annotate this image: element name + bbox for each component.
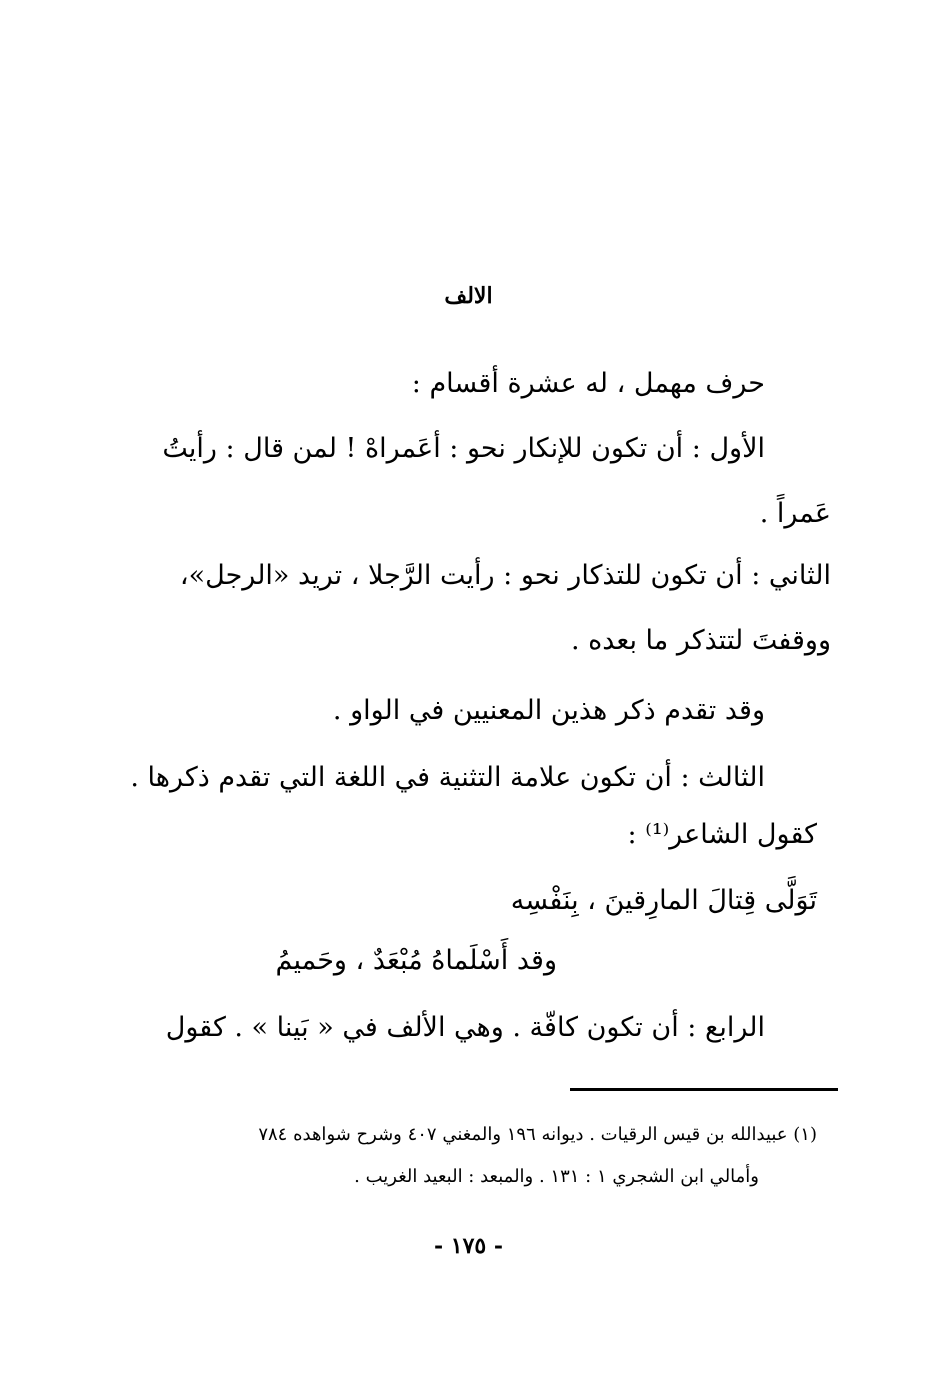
- paragraph-second-section-continued: ووقفتَ لتتذكر ما بعده .: [570, 625, 831, 656]
- page-title: الالف: [444, 283, 493, 309]
- paragraph-third-section: الثالث : أن تكون علامة التثنية في اللغة التي تقدم ذكرها .: [130, 762, 765, 793]
- paragraph-poet-intro: كقول الشاعر⁽¹⁾ :: [627, 819, 817, 850]
- footnote-line-1: (١) عبيدالله بن قيس الرقيات . ديوانه ١٩٦ والمغني ٤٠٧ وشرح شواهده ٧٨٤: [258, 1124, 817, 1145]
- verse-second-hemistich: وقد أَسْلَماهُ مُبْعَدٌ ، وحَميمُ: [275, 945, 557, 976]
- paragraph-first-section-continued: عَمراً .: [759, 498, 831, 529]
- footnote-divider: [570, 1088, 838, 1091]
- verse-first-hemistich: تَوَلَّى قِتالَ المارِقينَ ، بِنَفْسِه: [510, 885, 817, 916]
- paragraph-note: وقد تقدم ذكر هذين المعنيين في الواو .: [332, 695, 765, 726]
- footnote-line-2: وأمالي ابن الشجري ١ : ١٣١ . والمبعد : البعيد الغريب .: [354, 1166, 759, 1187]
- paragraph-fourth-section: الرابع : أن تكون كافّة . وهي الألف في « بَينا » . كقول: [165, 1012, 765, 1043]
- paragraph-intro: حرف مهمل ، له عشرة أقسام :: [411, 368, 765, 399]
- page-number: - ١٧٥ -: [433, 1233, 504, 1259]
- paragraph-first-section: الأول : أن تكون للإنكار نحو : أعَمراهْ ! لمن قال : رأيتُ: [162, 433, 765, 464]
- paragraph-second-section: الثاني : أن تكون للتذكار نحو : رأيت الرَّجلا ، تريد «الرجل»،: [179, 560, 831, 591]
